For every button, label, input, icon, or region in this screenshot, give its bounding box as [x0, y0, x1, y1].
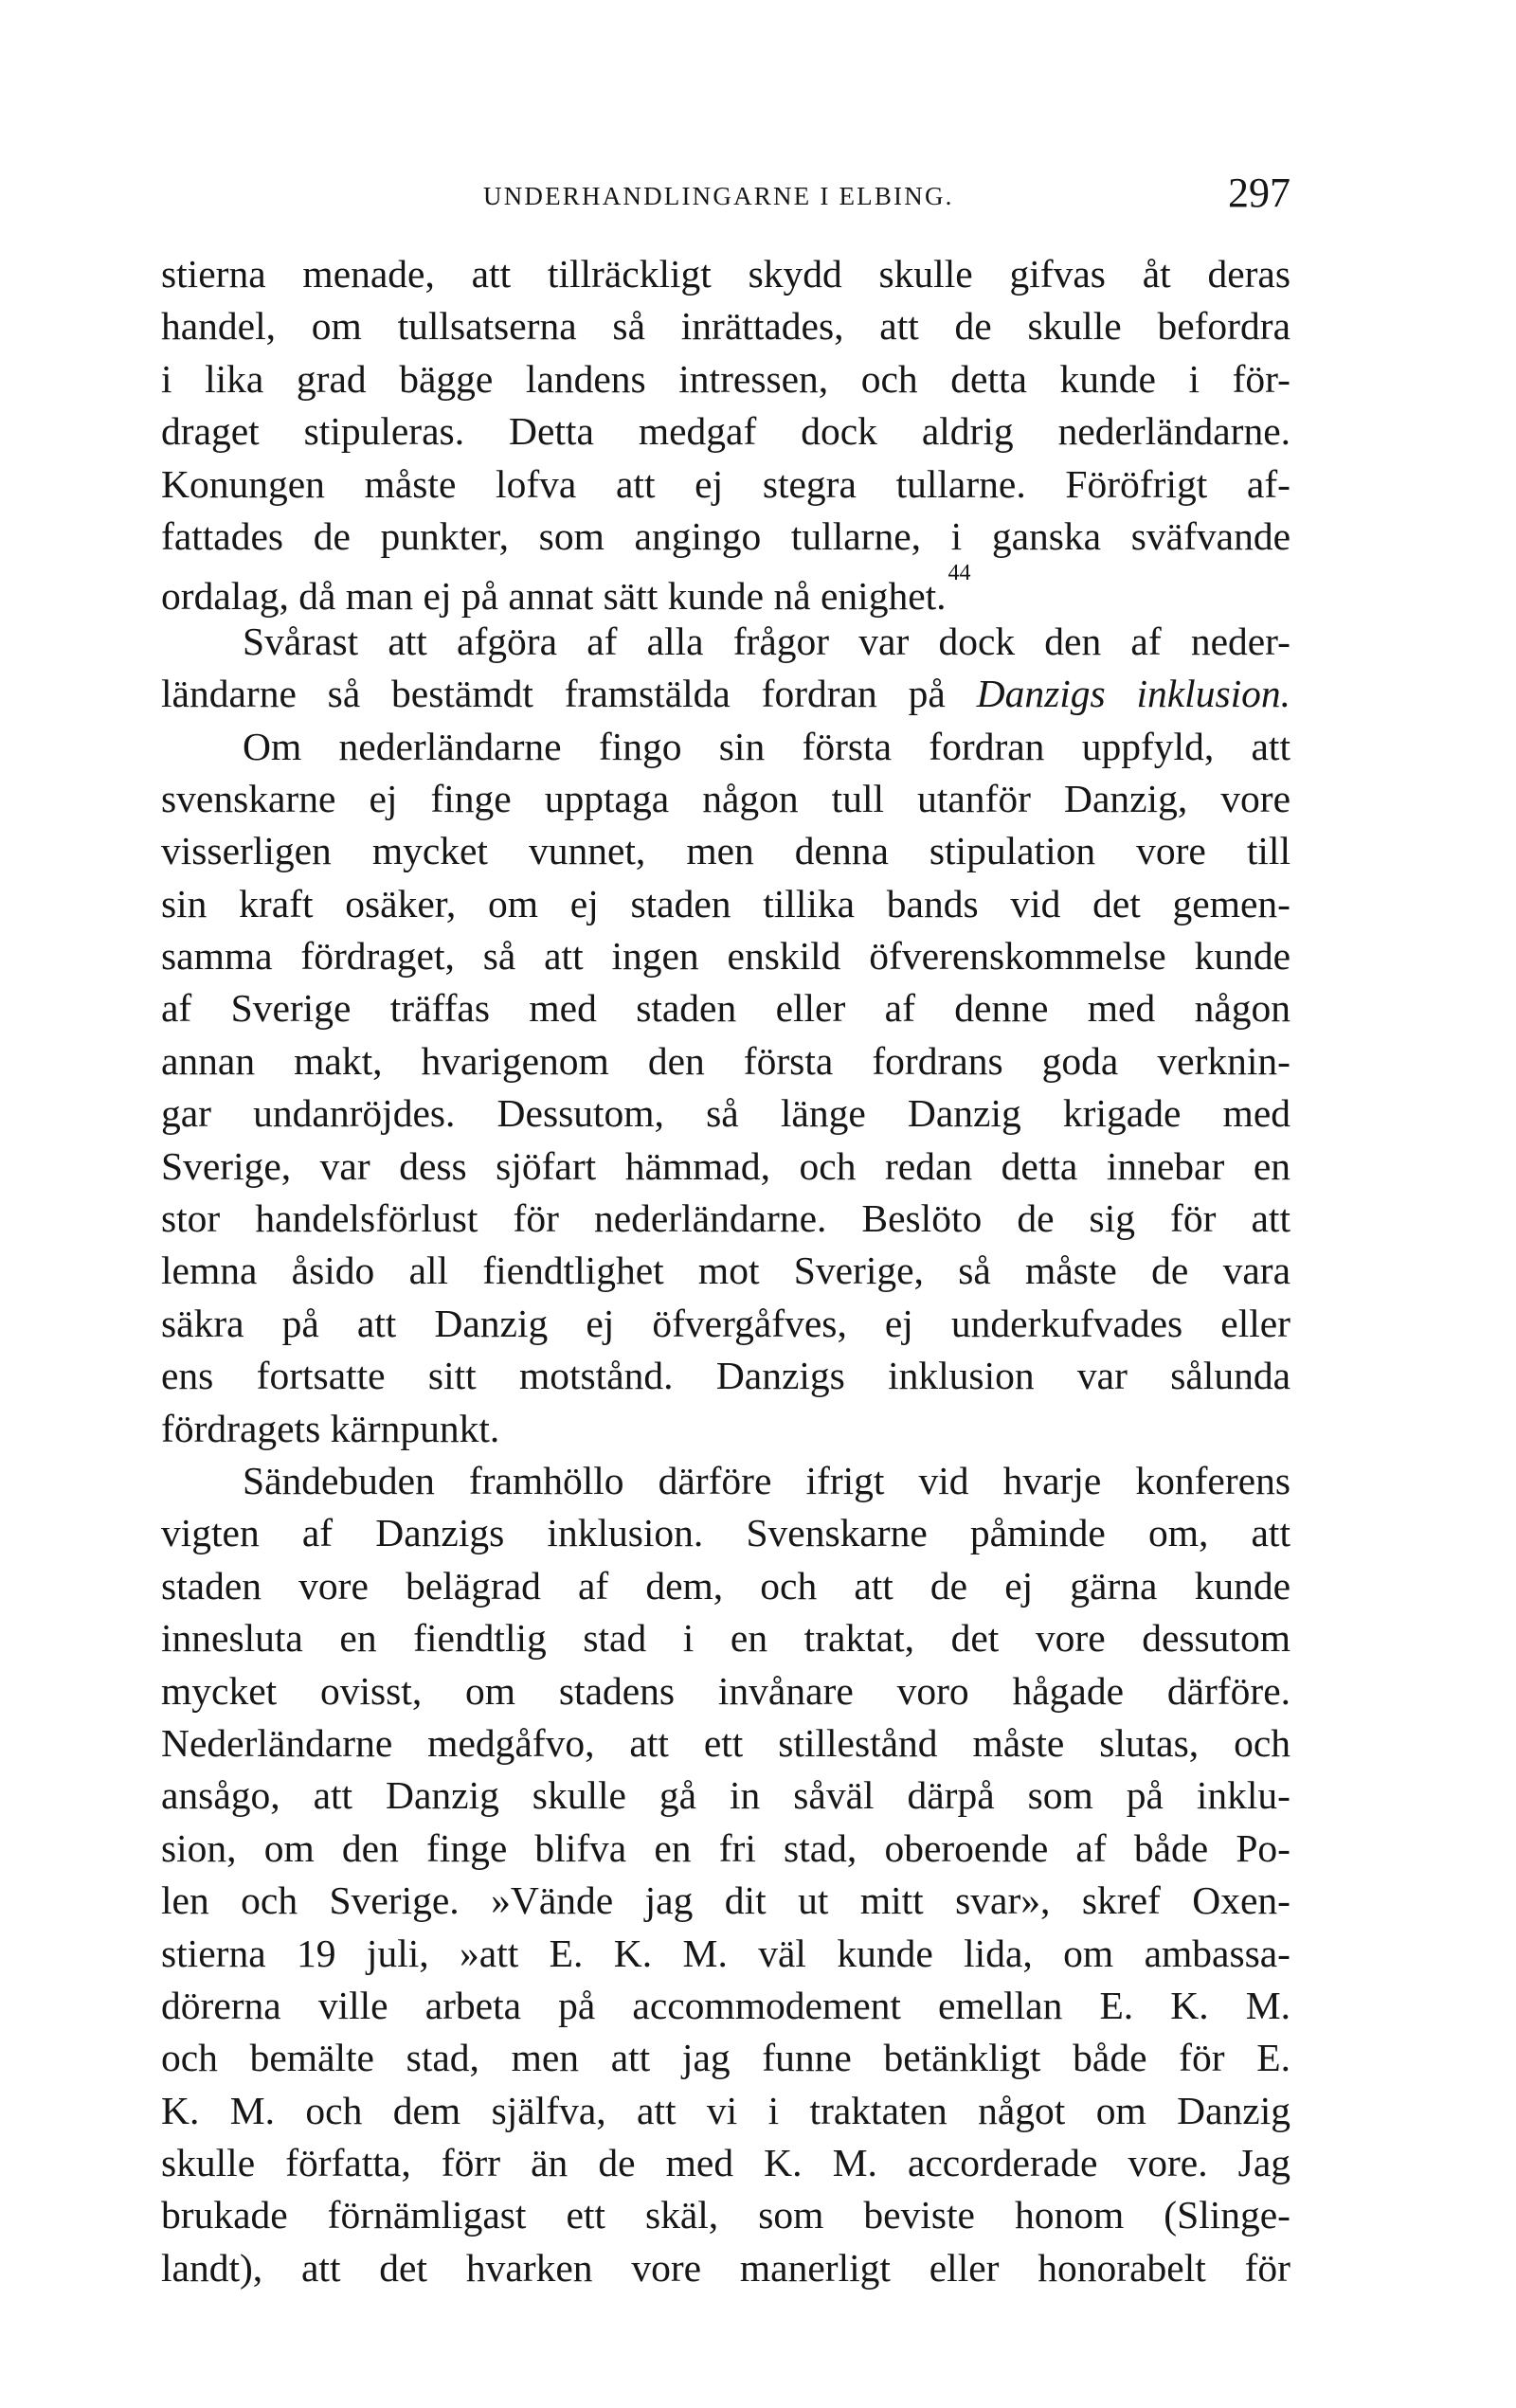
text-line: skulle författa, förr än de med K. M. accorderade vore. Jag [161, 2141, 1290, 2185]
text-line: af Sverige träffas med staden eller af denne med någon [161, 986, 1290, 1031]
text-line-with-footnote [161, 561, 1290, 619]
running-header [161, 169, 1290, 222]
text-line: draget stipuleras. Detta medgaf dock aldrig nederländarne. [161, 409, 1290, 454]
text-line: svenskarne ej finge upptaga någon tull utanför Danzig, vore [161, 776, 1290, 820]
text-line: vigten af Danzigs inklusion. Svenskarne påminde om, att [161, 1511, 1290, 1555]
text-line: säkra på att Danzig ej öfvergåfves, ej underkufvades eller [161, 1301, 1290, 1345]
text-line: Nederländarne medgåfvo, att ett stillestånd måste slutas, och [161, 1720, 1290, 1765]
text-line: fördragets kärnpunkt. [161, 1406, 500, 1450]
running-title: UNDERHANDLINGARNE I ELBING. [483, 182, 954, 210]
paragraph-first-line: Om nederländarne fingo sin första fordran uppfyld, att [243, 724, 1290, 768]
text-line: ansågo, att Danzig skulle gå in såväl därpå som på inklu- [161, 1773, 1290, 1818]
text-line: sion, om den finge blifva en fri stad, oberoende af både Po- [161, 1825, 1290, 1870]
text-line: annan makt, hvarigenom den första fordrans goda verknin- [161, 1038, 1290, 1083]
text-line: lemna åsido all fiendtlighet mot Sverige, så måste de vara [161, 1249, 1290, 1293]
text-line: innesluta en fiendtlig stad i en traktat, det vore dessutom [161, 1616, 1290, 1661]
text-line: visserligen mycket vunnet, men denna stipulation vore till [161, 829, 1290, 873]
text-line: och bemälte stad, men att jag funne betänkligt både för E. [161, 2036, 1290, 2080]
italic-phrase: Danzigs inklusion. [976, 672, 1290, 716]
text-line: fattades de punkter, som angingo tullarne, i ganska sväfvande [161, 513, 1290, 558]
text-line: landt), att det hvarken vore manerligt eller honorabelt för [161, 2245, 1290, 2290]
text-line: i lika grad bägge landens intressen, och detta kunde i för- [161, 356, 1290, 401]
text-line: samma fördraget, så att ingen enskild öfverenskommelse kunde [161, 934, 1290, 979]
text-line: handel, om tullsatserna så inrättades, att de skulle befordra [161, 304, 1290, 349]
body-text [161, 248, 1290, 2294]
text-line-content: ländarne så bestämdt framstälda fordran på [161, 672, 977, 716]
text-line: sin kraft osäker, om ej staden tillika bands vid det gemen- [161, 881, 1290, 925]
text-line: K. M. och dem själfva, att vi i traktaten något om Danzig [161, 2088, 1290, 2132]
text-line: gar undanröjdes. Dessutom, så länge Danzig krigade med [161, 1091, 1290, 1136]
page-number: 297 [1228, 170, 1290, 216]
paragraph-first-line: Svårast att afgöra af alla frågor var dock den af neder- [243, 619, 1290, 663]
text-line: stor handelsförlust för nederländarne. Beslöto de sig för att [161, 1196, 1290, 1241]
paragraph-first-line: Sändebuden framhöllo därföre ifrigt vid hvarje konferens [243, 1458, 1290, 1502]
text-line: stierna 19 juli, »att E. K. M. väl kunde lida, om ambassa- [161, 1931, 1290, 1975]
text-line: Sverige, var dess sjöfart hämmad, och redan detta innebar en [161, 1143, 1290, 1188]
footnote-ref: 44 [948, 561, 971, 586]
text-line-with-italic [161, 668, 1290, 720]
text-line: Konungen måste lofva att ej stegra tullarne. Föröfrigt af- [161, 461, 1290, 506]
text-line: len och Sverige. »Vände jag dit ut mitt svar», skref Oxen- [161, 1878, 1290, 1923]
text-line: stierna menade, att tillräckligt skydd skulle gifvas åt deras [161, 252, 1290, 296]
text-line: dörerna ville arbeta på accommodement emellan E. K. M. [161, 1983, 1290, 2027]
text-line: ens fortsatte sitt motstånd. Danzigs inklusion var sålunda [161, 1354, 1290, 1398]
text-line: mycket ovisst, om stadens invånare voro hågade därföre. [161, 1668, 1290, 1713]
text-line-content: ordalag, då man ej på annat sätt kunde nå enighet. [161, 574, 947, 619]
text-line: brukade förnämligast ett skäl, som beviste honom (Slinge- [161, 2193, 1290, 2237]
text-line: staden vore belägrad af dem, och att de ej gärna kunde [161, 1563, 1290, 1608]
